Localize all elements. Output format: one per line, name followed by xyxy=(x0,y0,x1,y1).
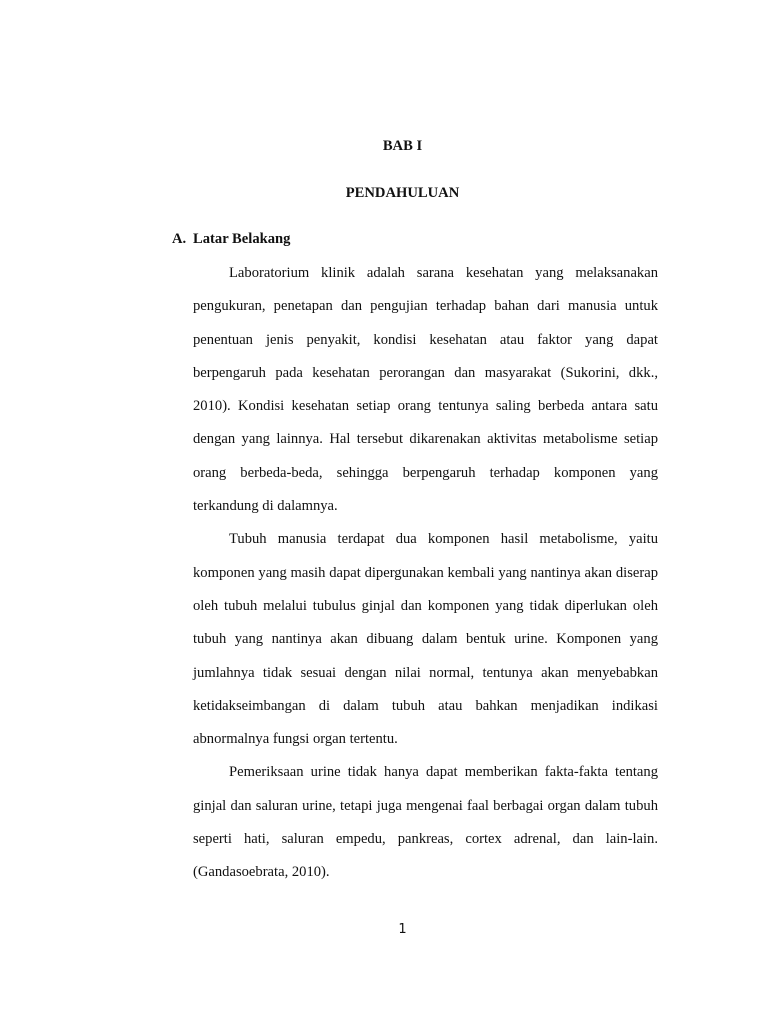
section-marker: A. xyxy=(172,231,187,247)
paragraph: Pemeriksaan urine tidak hanya dapat memberikan fakta-fakta tentang ginjal dan saluran urine, tetapi juga mengenai faal berbagai organ dalam tubuh seperti hati, saluran empedu, pankreas, cortex adrenal, dan lain-lain. (Gandasoebrata, 2010). xyxy=(193,764,658,881)
chapter-title: PENDAHULUAN xyxy=(345,185,460,201)
paragraph: Tubuh manusia terdapat dua komponen hasil metabolisme, yaitu komponen yang masih dapat dipergunakan kembali yang nantinya akan diserap oleh tubuh melalui tubulus ginjal dan komponen yang tidak diperlukan oleh tubuh yang nantinya akan dibuang dalam bentuk urine. Komponen yang jumlahnya tidak sesuai dengan nilai normal, tentunya akan menyebabkan ketidakseimbangan di dalam tubuh atau bahkan menjadikan indikasi abnormalnya fungsi organ tertentu. xyxy=(193,531,658,748)
chapter-label: BAB I xyxy=(382,138,423,154)
section-body xyxy=(193,257,658,890)
section-heading xyxy=(172,231,290,248)
paragraph: Laboratorium klinik adalah sarana kesehatan yang melaksanakan pengukuran, penetapan dan pengujian terhadap bahan dari manusia untuk penentuan jenis penyakit, kondisi kesehatan atau faktor yang dapat berpengaruh pada kesehatan perorangan dan masyarakat (Sukorini, dkk., 2010). Kondisi kesehatan setiap orang tentunya saling berbeda antara satu dengan yang lainnya. Hal tersebut dikarenakan aktivitas metabolisme setiap orang berbeda-beda, sehingga berpengaruh terhadap komponen yang terkandung di dalamnya. xyxy=(193,265,658,515)
section-heading-text: Latar Belakang xyxy=(193,231,291,247)
page-number: 1 xyxy=(398,922,407,937)
